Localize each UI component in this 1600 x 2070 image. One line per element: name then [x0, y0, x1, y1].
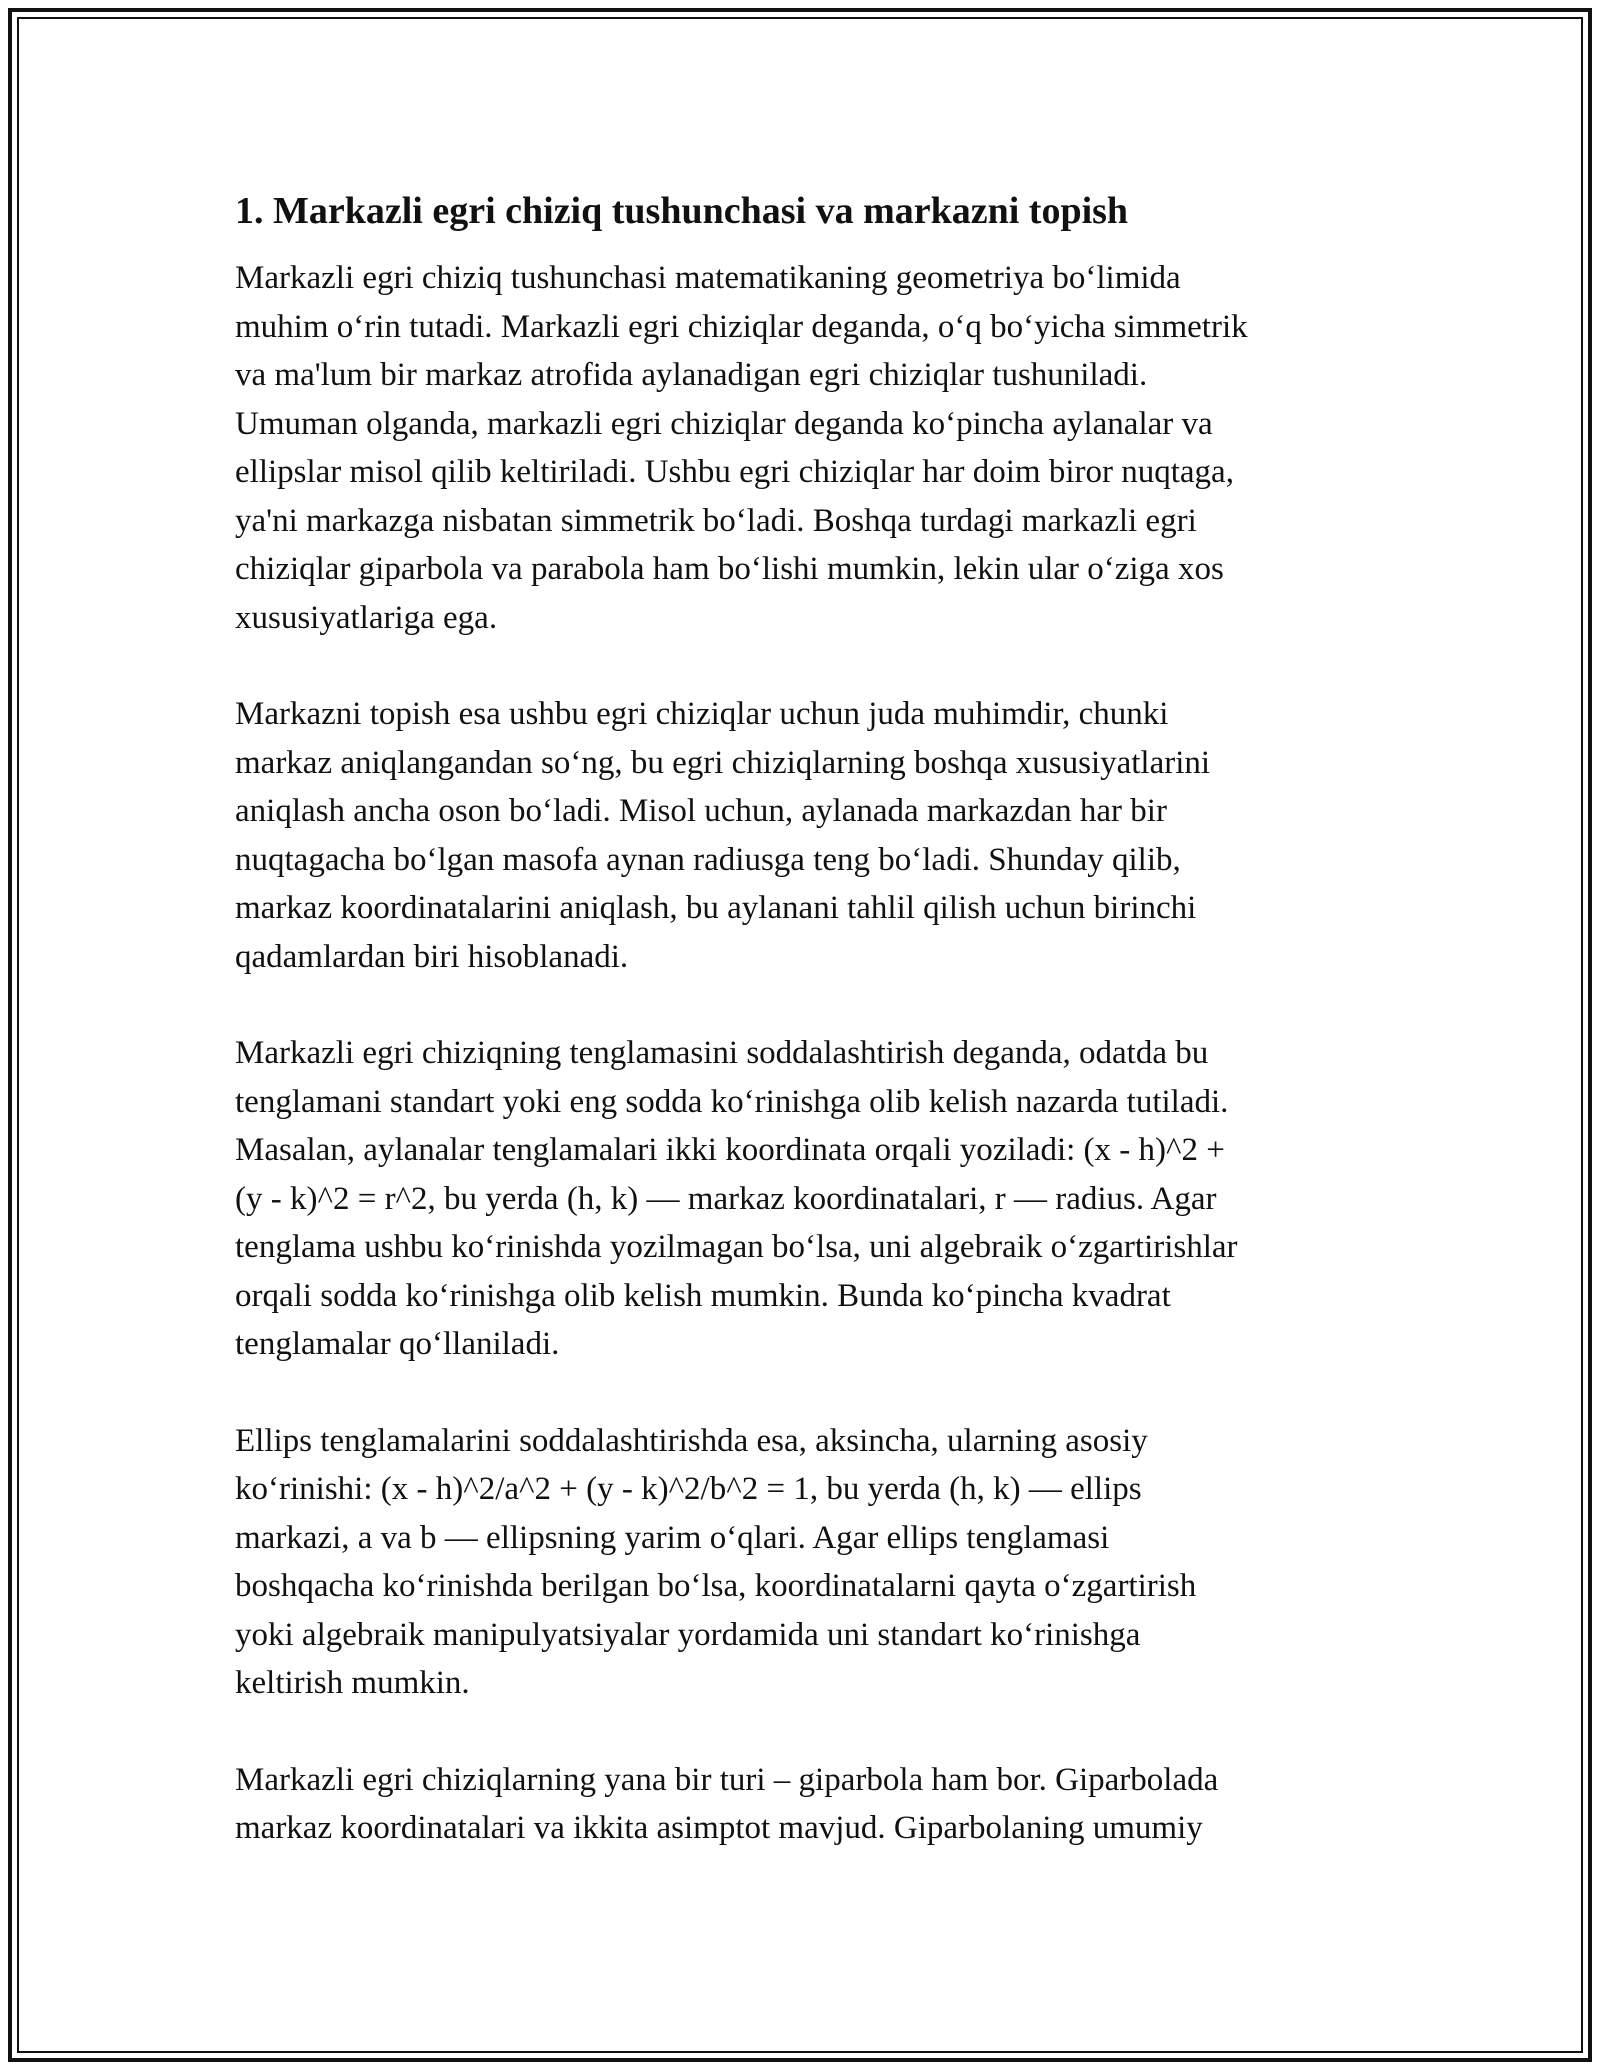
- text-line: ko‘rinishi: (x - h)^2/a^2 + (y - k)^2/b^2 = 1, bu yerda (h, k) — ellips: [235, 1471, 1142, 1507]
- text-line: aniqlash ancha oson bo‘ladi. Misol uchun, aylanada markazdan har bir: [235, 793, 1167, 829]
- text-line: boshqacha ko‘rinishda berilgan bo‘lsa, koordinatalarni qayta o‘zgartirish: [235, 1568, 1197, 1604]
- text-line: xususiyatlariga ega.: [235, 599, 498, 636]
- text-line: (y - k)^2 = r^2, bu yerda (h, k) — markaz koordinatalari, r — radius. Agar: [235, 1180, 1217, 1217]
- text-line: orqali sodda ko‘rinishga olib kelish mumkin. Bunda ko‘pincha kvadrat: [235, 1277, 1171, 1314]
- text-line: nuqtagacha bo‘lgan masofa aynan radiusga teng bo‘ladi. Shunday qilib,: [235, 841, 1181, 878]
- paragraph-4: [235, 1417, 1375, 1708]
- text-line: yoki algebraik manipulyatsiyalar yordamida uni standart ko‘rinishga: [235, 1616, 1141, 1653]
- text-line: tenglamalar qo‘llaniladi.: [235, 1326, 560, 1362]
- paragraph-5: [235, 1756, 1375, 1853]
- text-line: Ellips tenglamalarini soddalashtirishda esa, aksincha, ularning asosiy: [235, 1422, 1148, 1459]
- text-line: qadamlardan biri hisoblanadi.: [235, 938, 629, 975]
- text-line: keltirish mumkin.: [235, 1665, 470, 1701]
- paragraph-2: [235, 690, 1375, 981]
- text-line: markazi, a va b — ellipsning yarim o‘qlari. Agar ellips tenglamasi: [235, 1519, 1110, 1556]
- text-line: va ma'lum bir markaz atrofida aylanadigan egri chiziqlar tushuniladi.: [235, 357, 1148, 393]
- text-line: markaz koordinatalari va ikkita asimptot mavjud. Giparbolaning umumiy: [235, 1810, 1203, 1846]
- paragraph-1: [235, 254, 1375, 642]
- document-body: [235, 186, 1375, 1901]
- text-line: chiziqlar giparbola va parabola ham bo‘lishi mumkin, lekin ular o‘ziga xos: [235, 551, 1224, 587]
- paragraph-3: [235, 1029, 1375, 1369]
- text-line: Markazni topish esa ushbu egri chiziqlar uchun juda muhimdir, chunki: [235, 696, 1169, 732]
- text-line: Markazli egri chiziqlarning yana bir turi – giparbola ham bor. Giparbolada: [235, 1761, 1219, 1798]
- text-line: tenglamani standart yoki eng sodda ko‘rinishga olib kelish nazarda tutiladi.: [235, 1083, 1229, 1120]
- text-line: Masalan, aylanalar tenglamalari ikki koordinata orqali yoziladi: (x - h)^2 +: [235, 1132, 1225, 1168]
- text-line: ellipslar misol qilib keltiriladi. Ushbu egri chiziqlar har doim biror nuqtaga,: [235, 454, 1234, 490]
- text-line: Markazli egri chiziqning tenglamasini soddalashtirish deganda, odatda bu: [235, 1035, 1209, 1071]
- text-line: markaz aniqlangandan so‘ng, bu egri chiziqlarning boshqa xususiyatlarini: [235, 744, 1211, 781]
- section-title: 1. Markazli egri chiziq tushunchasi va markazni topish: [235, 190, 1129, 232]
- text-line: muhim o‘rin tutadi. Markazli egri chiziqlar deganda, o‘q bo‘yicha simmetrik: [235, 308, 1248, 345]
- text-line: markaz koordinatalarini aniqlash, bu aylanani tahlil qilish uchun birinchi: [235, 890, 1197, 926]
- text-line: ya'ni markazga nisbatan simmetrik bo‘ladi. Boshqa turdagi markazli egri: [235, 502, 1197, 539]
- text-line: Markazli egri chiziq tushunchasi matematikaning geometriya bo‘limida: [235, 260, 1181, 296]
- text-line: Umuman olganda, markazli egri chiziqlar deganda ko‘pincha aylanalar va: [235, 405, 1213, 442]
- text-line: tenglama ushbu ko‘rinishda yozilmagan bo‘lsa, uni algebraik o‘zgartirishlar: [235, 1229, 1238, 1265]
